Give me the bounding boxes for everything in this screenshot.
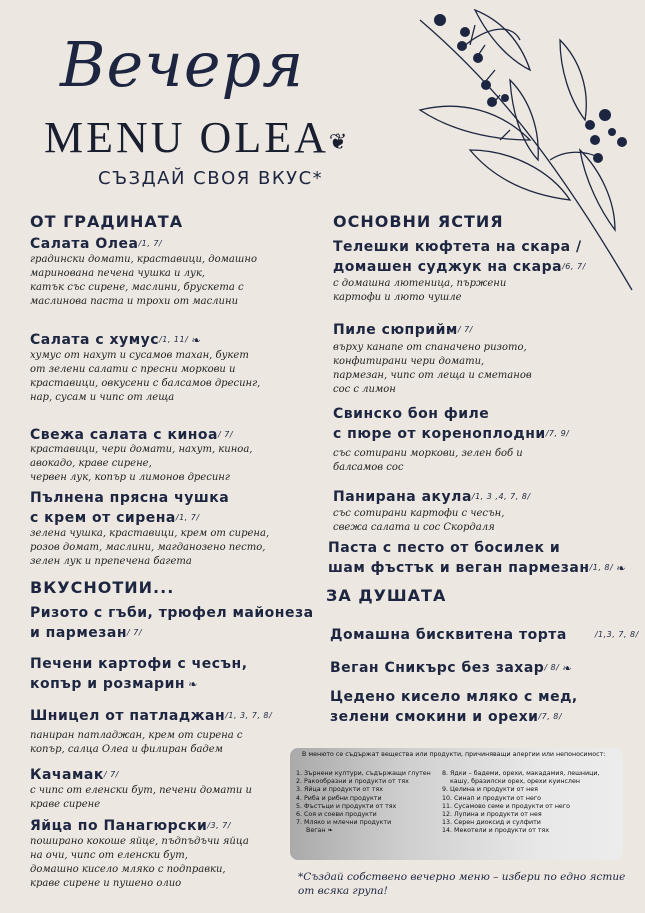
- dish-name: Свинско бон филе с пюре от кореноплодни$^{/7, 9/}$: [333, 406, 570, 442]
- brand-text: MENU OLEA: [44, 113, 329, 162]
- dish-name: Качамак$^{/ 7/}$: [30, 767, 119, 783]
- allergen-info-box: [290, 748, 623, 860]
- menu-title: Вечеря: [60, 28, 305, 101]
- dish-name: Яйца по Панагюрски$^{/3, 7/}$: [30, 818, 231, 834]
- dish-description: със сотирани моркови, зелен боб и балсамов сос: [333, 448, 523, 473]
- dish-name: Цедено кисело мляко с мед, зелени смокини и орехи$^{/7, 8/}$: [330, 689, 578, 725]
- section-title-tasty: ВКУСНОТИИ...: [30, 578, 175, 597]
- brand-name: [44, 112, 350, 163]
- dish-name: Панирана акула$^{/1, 3 ,4, 7, 8/}$: [333, 489, 531, 505]
- dish-name: Салата Олеа$^{/1, 7/}$: [30, 236, 163, 252]
- dish-name: Свежа салата с киноа$^{/ 7/}$: [30, 427, 234, 443]
- dish-description: паниран патладжан, крем от сирена с копър, салца Олеа и филиран бадем: [30, 730, 243, 755]
- dish-name: Домашна бисквитена торта $^{/1,3, 7, 8/}$: [330, 627, 639, 643]
- dish-name: Салата с хумус$^{/1, 11/}$ ❧: [30, 330, 201, 351]
- dish-name: Паста с песто от босилек и шам фъстък и веган пармезан$^{/1, 8/}$ ❧: [328, 538, 626, 579]
- leaf-icon: ❧: [191, 334, 202, 347]
- footnote: *Създай собствено вечерно меню – избери по едно ястие от всяка група!: [298, 871, 626, 897]
- dish-name: Ризото с гъби, трюфел майонеза и пармезан$^{/ 7/}$: [30, 605, 314, 641]
- allergen-list-1: 1. Зърнени култури, съдържащи глутен 2. Ракообразни и продукти от тях 3. Яйца и продукти от тях 4. Риба и рибни продукти 5. Фъстъци и продукти от тях 6. Соя и соеви продукти 7. Мляко и млечни продукти Веган ❧: [296, 770, 431, 835]
- dish-name: Шницел от патладжан$^{/1, 3, 7, 8/}$: [30, 708, 273, 724]
- dish-name: Телешки кюфтета на скара / домашен суджук на скара$^{/6, 7/}$: [333, 239, 586, 275]
- dish-description: с чипс от еленски бут, печени домати и краве сирене: [30, 785, 252, 810]
- allergen-list-2: 8. Ядки – бадеми, орехи, макадамия, лешници, кашу, бразилски орех, орехи куинслен 9. Целина и продукти от нея 10. Синап и продукти от него 11. Сусамово семе и продукти от него 12. Лупина и продукти от нея 13. Серен диоксид и сулфити 14. Мекотели и продукти от тях: [442, 770, 600, 835]
- dish-name: Пълнена прясна чушка с крем от сирена$^{/1, 7/}$: [30, 490, 230, 526]
- leaf-icon: ❧: [188, 678, 198, 691]
- allergen-heading: В менюто се съдържат вещества или продукти, причиняващи алергии или непоносимост:: [302, 751, 606, 758]
- section-title-garden: ОТ ГРАДИНАТА: [30, 212, 184, 231]
- dish-name: Пиле сюприйм$^{/ 7/}$: [333, 322, 473, 338]
- leaf-icon: ❧: [562, 662, 573, 675]
- leaf-icon: ❧: [327, 827, 333, 835]
- dish-description: хумус от нахут и сусамов тахан, букет от зелени салати с пресни моркови и краставици, овкусени с балсамов дресинг, нар, сусам и чипс от леща: [30, 350, 261, 403]
- leaf-icon: ❧: [616, 562, 626, 575]
- leaf-icon: ❦: [328, 128, 351, 154]
- dish-description: със сотирани картофи с чесън, свежа салата и сос Скордаля: [333, 508, 505, 533]
- dish-description: зелена чушка, краставици, крем от сирена, розов домат, маслини, магданозено песто, зелен лук и препечена багета: [30, 528, 270, 567]
- section-title-main: ОСНОВНИ ЯСТИЯ: [333, 212, 504, 231]
- tagline: СЪЗДАЙ СВОЯ ВКУС*: [98, 168, 324, 189]
- dish-description: върху канапе от спаначено ризото, конфитирани чери домати, пармезан, чипс от леща и сметанов сос с лимон: [333, 342, 532, 395]
- dish-name: Печени картофи с чесън, копър и розмарин ❧: [30, 654, 248, 695]
- dish-description: краставици, чери домати, нахут, киноа, авокадо, краве сирене, червен лук, копър и лимонов дресинг: [30, 444, 253, 483]
- section-title-soul: ЗА ДУШАТА: [326, 586, 447, 605]
- dish-description: с домашна лютеница, пържени картофи и люто чушле: [333, 278, 507, 303]
- dish-name: Веган Сникърс без захар$^{/ 8/}$ ❧: [330, 658, 572, 679]
- dish-description: градински домати, краставици, домашно маринована печена чушка и лук, катък със сирене, маслини, брускета с маслинова паста и трохи от маслини: [30, 254, 257, 307]
- dish-description: поширано кокоше яйце, пъдпъдъчи яйца на очи, чипс от еленски бут, домашно кисело мляко с подправки, краве сирене и пушено олио: [30, 836, 249, 889]
